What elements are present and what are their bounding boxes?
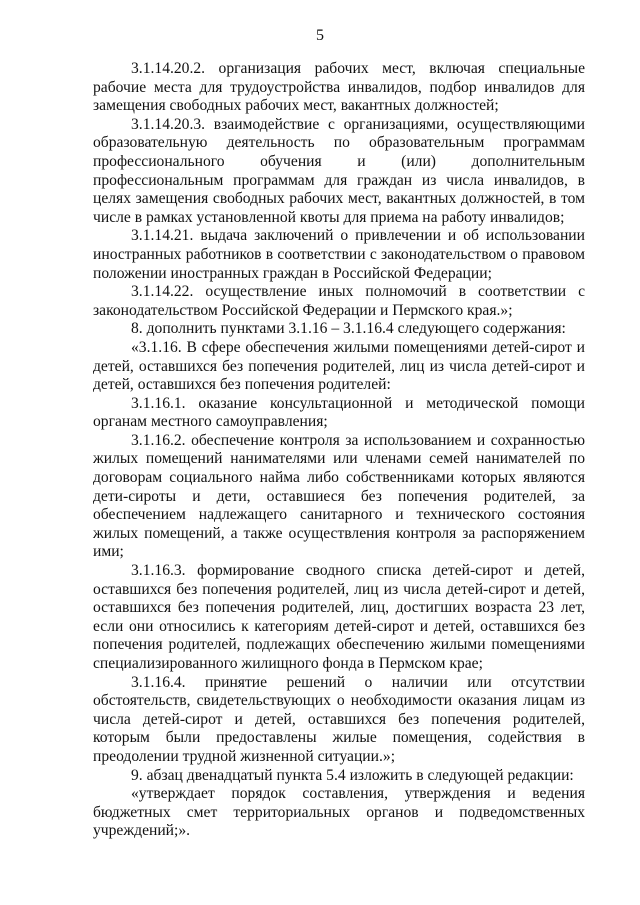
paragraph-3-1-16: «3.1.16. В сфере обеспечения жилыми помещениями детей-сирот и детей, оставшихся без попечения родителей, лиц из числа детей-сирот и детей, оставшихся без попечения родителей: (93, 338, 585, 394)
paragraph-3-1-14-20-3: 3.1.14.20.3. взаимодействие с организациями, осуществляющими образовательную деятельность по образовательным программам профессионального обучения и (или) дополнительным профессиональным программам для граждан из числа инвалидов, в целях замещения свободных рабочих мест, вакантных должностей, в том числе в рамках установленной квоты для приема на работу инвалидов; (93, 115, 585, 226)
document-body (93, 60, 585, 841)
paragraph-3-1-14-21: 3.1.14.21. выдача заключений о привлечении и об использовании иностранных работников в соответствии с законодательством о правовом положении иностранных граждан в Российской Федерации; (93, 227, 585, 282)
paragraph-3-1-14-20-2: 3.1.14.20.2. организация рабочих мест, включая специальные рабочие места для трудоустройства инвалидов, подбор инвалидов для замещения свободных рабочих мест, вакантных должностей; (93, 60, 585, 115)
paragraph-3-1-16-1: 3.1.16.1. оказание консультационной и методической помощи органам местного самоуправления; (93, 394, 585, 431)
page-number: 5 (316, 27, 324, 44)
paragraph-3-1-16-2: 3.1.16.2. обеспечение контроля за использованием и сохранностью жилых помещений нанимателями или членами семей нанимателей по договорам социального найма либо собственниками которых являются дети-сироты и дети, оставшиеся без попечения родителей, за обеспечением надлежащего санитарного и технического состояния жилых помещений, а также осуществления контроля за распоряжением ими; (93, 431, 585, 561)
paragraph-item-8: 8. дополнить пунктами 3.1.16 – 3.1.16.4 следующего содержания: (131, 320, 566, 338)
paragraph-3-1-16-4: 3.1.16.4. принятие решений о наличии или отсутствии обстоятельств, свидетельствующих о необходимости оказания лицам из числа детей-сирот и детей, оставшихся без попечения родителей, которым были предоставлены жилые помещения, содействия в преодолении трудной жизненной ситуации.»; (93, 673, 585, 765)
paragraph-item-9: 9. абзац двенадцатый пункта 5.4 изложить в следующей редакции: (131, 766, 574, 784)
paragraph-item-9-text: «утверждает порядок составления, утверждения и ведения бюджетных смет территориальных органов и подведомственных учреждений;». (93, 785, 585, 840)
paragraph-3-1-16-3: 3.1.16.3. формирование сводного списка детей-сирот и детей, оставшихся без попечения родителей, лиц из числа детей-сирот и детей, оставшихся без попечения родителей, лиц, достигших возраста 23 лет, если они относились к категориям детей-сирот и детей, оставшихся без попечения родителей, подлежащих обеспечению жилыми помещениями специализированного жилищного фонда в Пермском крае; (93, 562, 585, 672)
paragraph-3-1-14-22: 3.1.14.22. осуществление иных полномочий в соответствии с законодательством Российской Федерации и Пермского края.»; (93, 283, 585, 319)
